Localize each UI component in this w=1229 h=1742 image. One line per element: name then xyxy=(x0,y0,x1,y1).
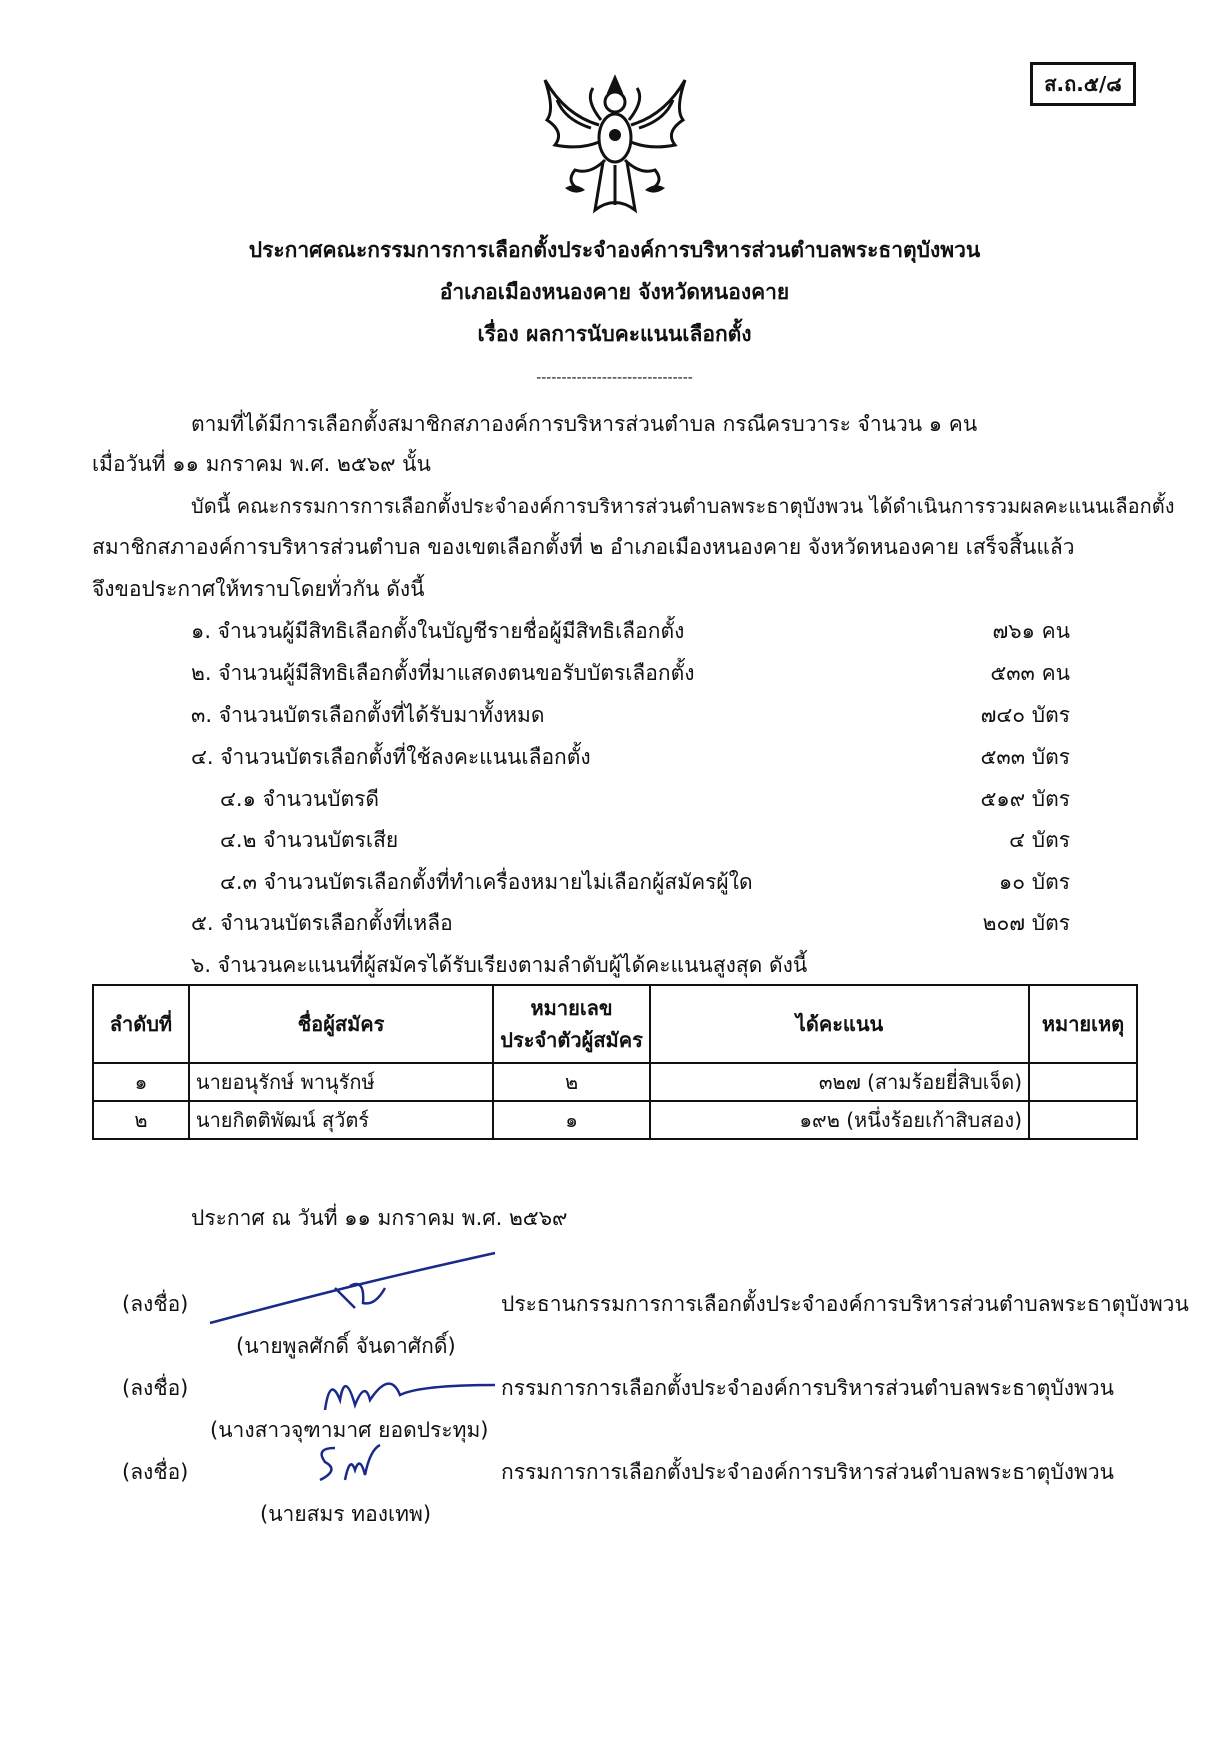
intro-p2-line3: จึงขอประกาศให้ทราบโดยทั่วกัน ดังนี้ xyxy=(92,577,425,601)
row-note xyxy=(1029,1063,1137,1101)
stat-label-3: ๓. จำนวนบัตรเลือกตั้งที่ได้รับมาทั้งหมด xyxy=(191,703,545,727)
stat-value-4-3: ๑๐ บัตร xyxy=(998,870,1070,894)
sign-label-1: (ลงชื่อ) xyxy=(122,1292,189,1316)
table-header-row xyxy=(93,985,1137,1063)
candidates-table xyxy=(92,984,1138,1140)
table-intro: ๖. จำนวนคะแนนที่ผู้สมัครได้รับเรียงตามลำดับผู้ได้คะแนนสูงสุด ดังนี้ xyxy=(191,953,808,977)
signature-2 xyxy=(310,1360,500,1420)
stat-value-2: ๕๓๓ คน xyxy=(990,661,1070,685)
header-number-line1: หมายเลข xyxy=(530,996,613,1020)
row-number: ๒ xyxy=(493,1063,650,1101)
row-rank: ๑ xyxy=(93,1063,189,1101)
signer-name-1: (นายพูลศักดิ์ จันดาศักดิ์) xyxy=(236,1334,456,1358)
stat-label-4-2: ๔.๒ จำนวนบัตรเสีย xyxy=(220,828,399,852)
stat-label-4: ๔. จำนวนบัตรเลือกตั้งที่ใช้ลงคะแนนเลือกตั้ง xyxy=(191,745,591,769)
intro-p1-line2: เมื่อวันที่ ๑๑ มกราคม พ.ศ. ๒๕๖๙ นั้น xyxy=(92,452,431,476)
row-number: ๑ xyxy=(493,1101,650,1139)
header-score: ได้คะแนน xyxy=(650,985,1029,1063)
header-subject: เรื่อง ผลการนับคะแนนเลือกตั้ง xyxy=(477,322,752,346)
header-rank: ลำดับที่ xyxy=(93,985,189,1063)
intro-p1-line1: ตามที่ได้มีการเลือกตั้งสมาชิกสภาองค์การบริหารส่วนตำบล กรณีครบวาระ จำนวน ๑ คน xyxy=(191,412,978,436)
form-code: ส.ถ.๕/๘ xyxy=(1044,72,1122,96)
form-code-box xyxy=(1030,62,1136,106)
intro-p2-line2: สมาชิกสภาองค์การบริหารส่วนตำบล ของเขตเลือกตั้งที่ ๒ อำเภอเมืองหนองคาย จังหวัดหนองคาย เสร็จสิ้นแล้ว xyxy=(92,535,1075,559)
stat-value-4: ๕๓๓ บัตร xyxy=(980,745,1070,769)
header-name: ชื่อผู้สมัคร xyxy=(189,985,493,1063)
signature-1 xyxy=(205,1248,505,1338)
row-rank: ๒ xyxy=(93,1101,189,1139)
stat-value-3: ๗๔๐ บัตร xyxy=(980,703,1070,727)
sign-label-3: (ลงชื่อ) xyxy=(122,1460,189,1484)
stat-label-1: ๑. จำนวนผู้มีสิทธิเลือกตั้งในบัญชีรายชื่อผู้มีสิทธิเลือกตั้ง xyxy=(191,619,685,643)
row-score: ๓๒๗ (สามร้อยยี่สิบเจ็ด) xyxy=(650,1063,1029,1101)
signer-name-2: (นางสาวจุฑามาศ ยอดประทุม) xyxy=(210,1418,489,1442)
header-line-2: อำเภอเมืองหนองคาย จังหวัดหนองคาย xyxy=(439,280,790,304)
stat-value-4-2: ๔ บัตร xyxy=(1009,828,1070,852)
stat-value-5: ๒๐๗ บัตร xyxy=(982,911,1070,935)
signature-3 xyxy=(310,1440,400,1490)
row-name: นายกิตติพัฒน์ สุวัตร์ xyxy=(189,1101,493,1139)
signer-name-3: (นายสมร ทองเทพ) xyxy=(260,1502,432,1526)
header-line-1: ประกาศคณะกรรมการการเลือกตั้งประจำองค์การบริหารส่วนตำบลพระธาตุบังพวน xyxy=(248,238,981,262)
row-note xyxy=(1029,1101,1137,1139)
intro-p2-line1: บัดนี้ คณะกรรมการการเลือกตั้งประจำองค์การบริหารส่วนตำบลพระธาตุบังพวน ได้ดำเนินการรวมผลคะแนนเลือกตั้ง xyxy=(191,494,1175,518)
position-1: ประธานกรรมการการเลือกตั้งประจำองค์การบริหารส่วนตำบลพระธาตุบังพวน xyxy=(501,1292,1189,1316)
header-divider: ------------------------------- xyxy=(536,370,693,386)
stat-label-4-3: ๔.๓ จำนวนบัตรเลือกตั้งที่ทำเครื่องหมายไม่เลือกผู้สมัครผู้ใด xyxy=(220,870,753,894)
row-score: ๑๙๒ (หนึ่งร้อยเก้าสิบสอง) xyxy=(650,1101,1029,1139)
garuda-emblem xyxy=(535,70,695,220)
stat-label-2: ๒. จำนวนผู้มีสิทธิเลือกตั้งที่มาแสดงตนขอรับบัตรเลือกตั้ง xyxy=(191,661,695,685)
stat-value-4-1: ๕๑๙ บัตร xyxy=(980,787,1070,811)
position-3: กรรมการการเลือกตั้งประจำองค์การบริหารส่วนตำบลพระธาตุบังพวน xyxy=(501,1460,1114,1484)
stat-label-5: ๕. จำนวนบัตรเลือกตั้งที่เหลือ xyxy=(191,911,453,935)
stat-value-1: ๗๖๑ คน xyxy=(992,619,1070,643)
table-row xyxy=(93,1063,1137,1101)
header-number xyxy=(493,985,650,1063)
header-note: หมายเหตุ xyxy=(1029,985,1137,1063)
stat-label-4-1: ๔.๑ จำนวนบัตรดี xyxy=(220,787,380,811)
sign-label-2: (ลงชื่อ) xyxy=(122,1376,189,1400)
row-name: นายอนุรักษ์ พานุรักษ์ xyxy=(189,1063,493,1101)
announce-date: ประกาศ ณ วันที่ ๑๑ มกราคม พ.ศ. ๒๕๖๙ xyxy=(191,1206,568,1230)
position-2: กรรมการการเลือกตั้งประจำองค์การบริหารส่วนตำบลพระธาตุบังพวน xyxy=(501,1376,1114,1400)
table-row xyxy=(93,1101,1137,1139)
header-number-line2: ประจำตัวผู้สมัคร xyxy=(500,1028,643,1052)
